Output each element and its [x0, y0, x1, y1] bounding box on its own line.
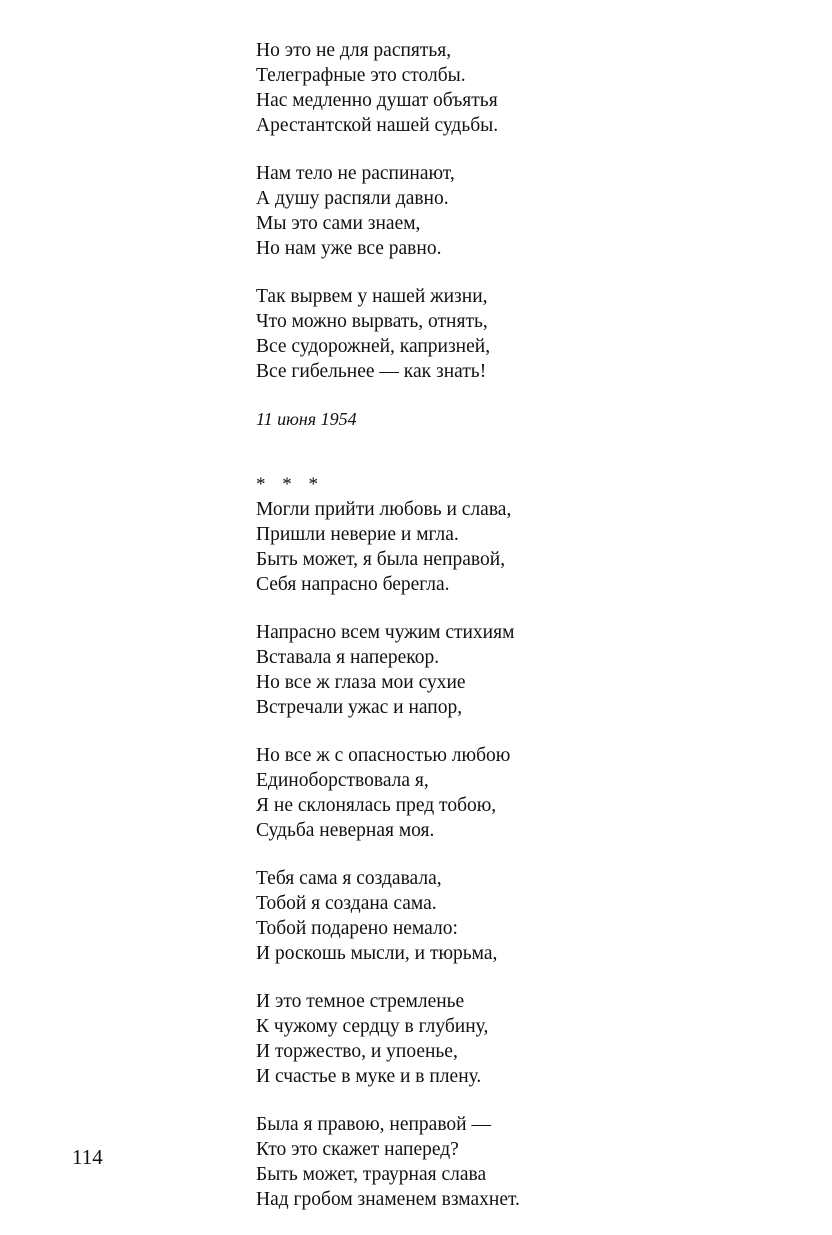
poem-date: 11 июня 1954: [256, 409, 357, 429]
poem-line: Телеграфные это столбы.: [256, 65, 466, 86]
poem-line: Могли прийти любовь и слава,: [256, 499, 512, 520]
poem-column: [256, 38, 756, 1235]
poem2-stanza-3: [256, 743, 756, 843]
poem2-stanza-4: [256, 866, 756, 966]
poem-line: Тебя сама я создавала,: [256, 868, 442, 889]
poem-line: Я не склонялась пред тобою,: [256, 795, 497, 816]
poem-line: Вставала я наперекор.: [256, 647, 440, 668]
poem-line: Кто это скажет наперед?: [256, 1139, 459, 1160]
poem2-stanza-6: [256, 1112, 756, 1212]
poem-line: Быть может, траурная слава: [256, 1164, 487, 1185]
poem-line: Была я правою, неправой —: [256, 1114, 491, 1135]
poem-line: Судьба неверная моя.: [256, 820, 435, 841]
poem2-stanza-2: [256, 620, 756, 720]
poem-line: Мы это сами знаем,: [256, 213, 421, 234]
poem-line: И это темное стремленье: [256, 991, 465, 1012]
poem-line: Все судорожней, капризней,: [256, 336, 491, 357]
poem1-stanza-1: [256, 38, 756, 138]
poem2-stanza-1: [256, 497, 756, 597]
poem-line: Напрасно всем чужим стихиям: [256, 622, 515, 643]
poem-line: Над гробом знаменем взмахнет.: [256, 1189, 520, 1210]
poem-line: Себя напрасно берегла.: [256, 574, 450, 595]
poem1-stanza-3: [256, 284, 756, 384]
poem-line: К чужому сердцу в глубину,: [256, 1016, 489, 1037]
poem-line: Но все ж глаза мои сухие: [256, 672, 466, 693]
poem-line: Пришли неверие и мгла.: [256, 524, 459, 545]
poem-line: Нам тело не распинают,: [256, 163, 455, 184]
poem-line: И торжество, и упоенье,: [256, 1041, 458, 1062]
poem-line: А душу распяли давно.: [256, 188, 449, 209]
poem-line: Тобой подарено немало:: [256, 918, 458, 939]
poem-line: Тобой я создана сама.: [256, 893, 437, 914]
poem-line: И роскошь мысли, и тюрьма,: [256, 943, 498, 964]
poem-line: Встречали ужас и напор,: [256, 697, 463, 718]
poem2-stanza-5: [256, 989, 756, 1089]
poem-line: Так вырвем у нашей жизни,: [256, 286, 488, 307]
poem-line: Но нам уже все равно.: [256, 238, 442, 259]
poem-line: Все гибельнее — как знать!: [256, 361, 487, 382]
poem-line: Но все ж с опасностью любою: [256, 745, 511, 766]
poem-line: Что можно вырвать, отнять,: [256, 311, 488, 332]
poem-line: Быть может, я была неправой,: [256, 549, 506, 570]
poem1-stanza-2: [256, 161, 756, 261]
page-number: 114: [72, 1145, 103, 1169]
poem-line: Но это не для распятья,: [256, 40, 452, 61]
section-separator: * * *: [256, 474, 324, 495]
poem-line: Нас медленно душат объятья: [256, 90, 498, 111]
poem-line: И счастье в муке и в плену.: [256, 1066, 482, 1087]
poem-line: Арестантской нашей судьбы.: [256, 115, 499, 136]
poem-line: Единоборствовала я,: [256, 770, 429, 791]
